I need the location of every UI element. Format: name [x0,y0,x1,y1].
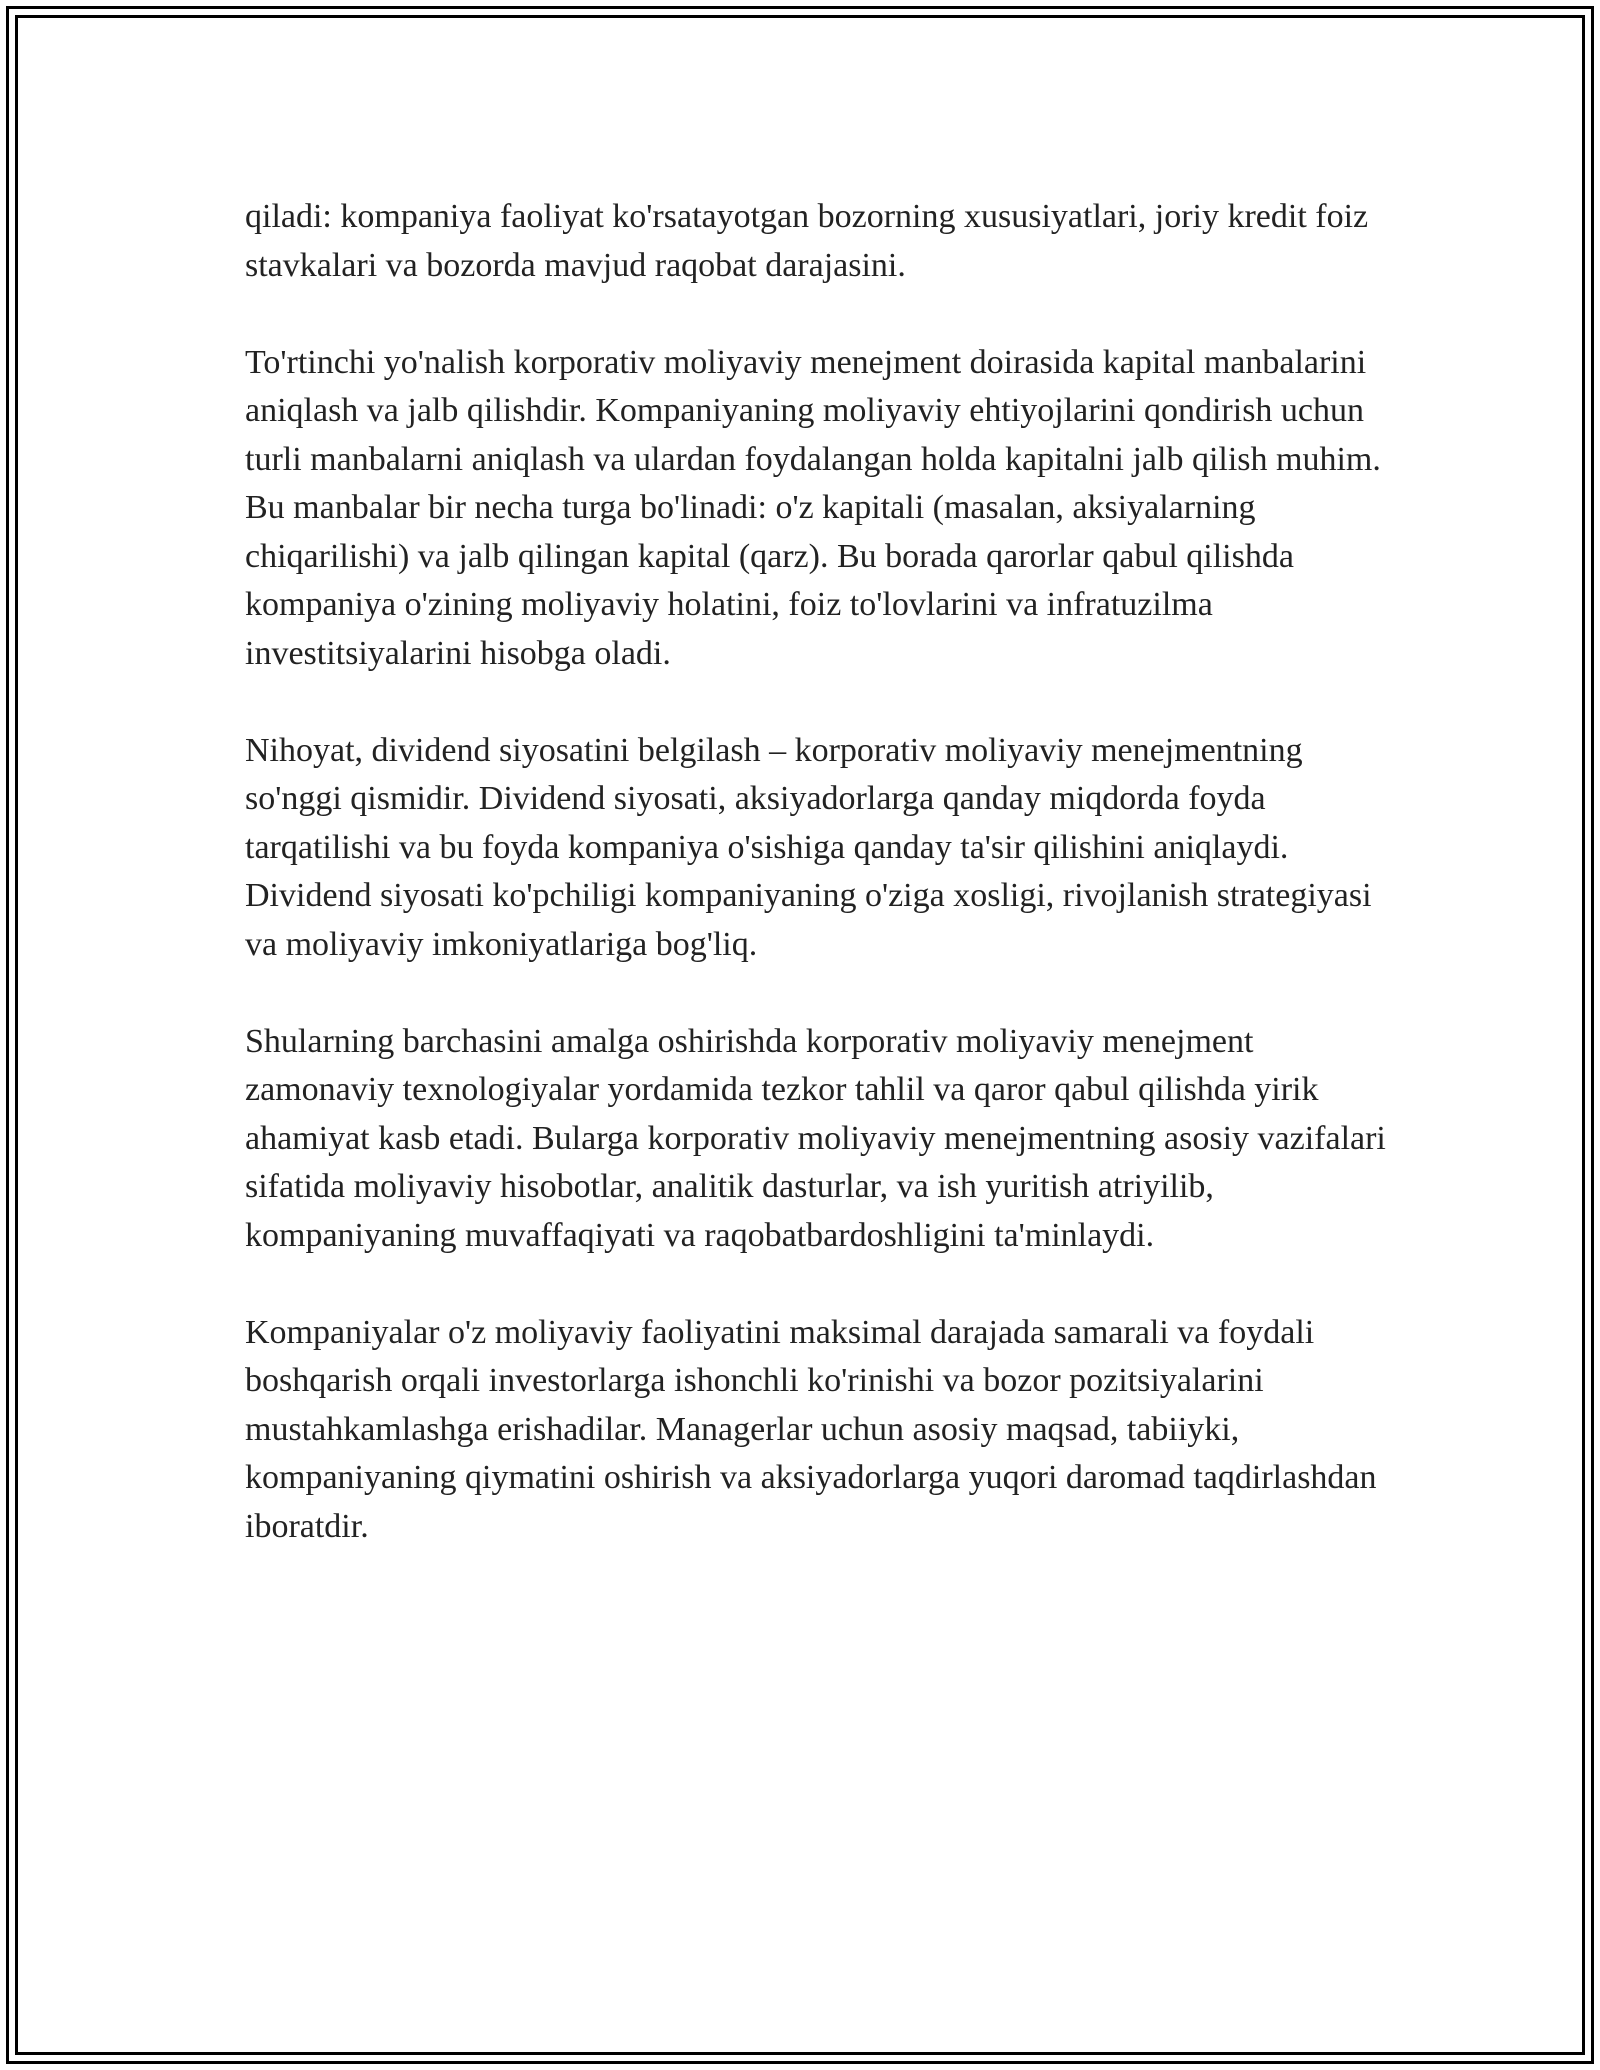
paragraph-5: Kompaniyalar o'z moliyaviy faoliyatini maksimal darajada samarali va foydali boshqarish orqali investorlarga ishonchli ko'rinishi va bozor pozitsiyalarini mustahkamlashga erishadilar. Managerlar uchun asosiy maqsad, tabiiyki, kompaniyaning qiymatini oshirish va aksiyadorlarga yuqori daromad taqdirlashdan iboratdir. [245,1313,1377,1545]
paragraph-1: qiladi: kompaniya faoliyat ko'rsatayotgan bozorning xususiyatlari, joriy kredit foiz stavkalari va bozorda mavjud raqobat darajasini. [245,198,1369,284]
paragraph-3: Nihoyat, dividend siyosatini belgilash – korporativ moliyaviy menejmentning so'nggi qismidir. Dividend siyosati, aksiyadorlarga qanday miqdorda foyda tarqatilishi va bu foyda kompaniya o'sishiga qanday ta'sir qilishini aniqlaydi. Dividend siyosati ko'pchiligi kompaniyaning o'ziga xosligi, rivojlanish strategiyasi va moliyaviy imkoniyatlariga bog'liq. [245,731,1372,963]
paragraph-4: Shularning barchasini amalga oshirishda korporativ moliyaviy menejment zamonaviy texnologiyalar yordamida tezkor tahlil va qaror qabul qilishda yirik ahamiyat kasb etadi. Bularga korporativ moliyaviy menejmentning asosiy vazifalari sifatida moliyaviy hisobotlar, analitik dasturlar, va ish yuritish atriyilib, kompaniyaning muvaffaqiyati va raqobatbardoshligini ta'minlaydi. [245,1022,1386,1254]
paragraph-2: To'rtinchi yo'nalish korporativ moliyaviy menejment doirasida kapital manbalarini aniqlash va jalb qilishdir. Kompaniyaning moliyaviy ehtiyojlarini qondirish uchun turli manbalarni aniqlash va ulardan foydalangan holda kapitalni jalb qilish muhim. Bu manbalar bir necha turga bo'linadi: o'z kapitali (masalan, aksiyalarning chiqarilishi) va jalb qilingan kapital (qarz). Bu borada qarorlar qabul qilishda kompaniya o'zining moliyaviy holatini, foiz to'lovlarini va infratuzilma investitsiyalarini hisobga oladi. [245,343,1381,672]
page-frame [6,6,1594,2064]
document-body [245,193,1395,1600]
